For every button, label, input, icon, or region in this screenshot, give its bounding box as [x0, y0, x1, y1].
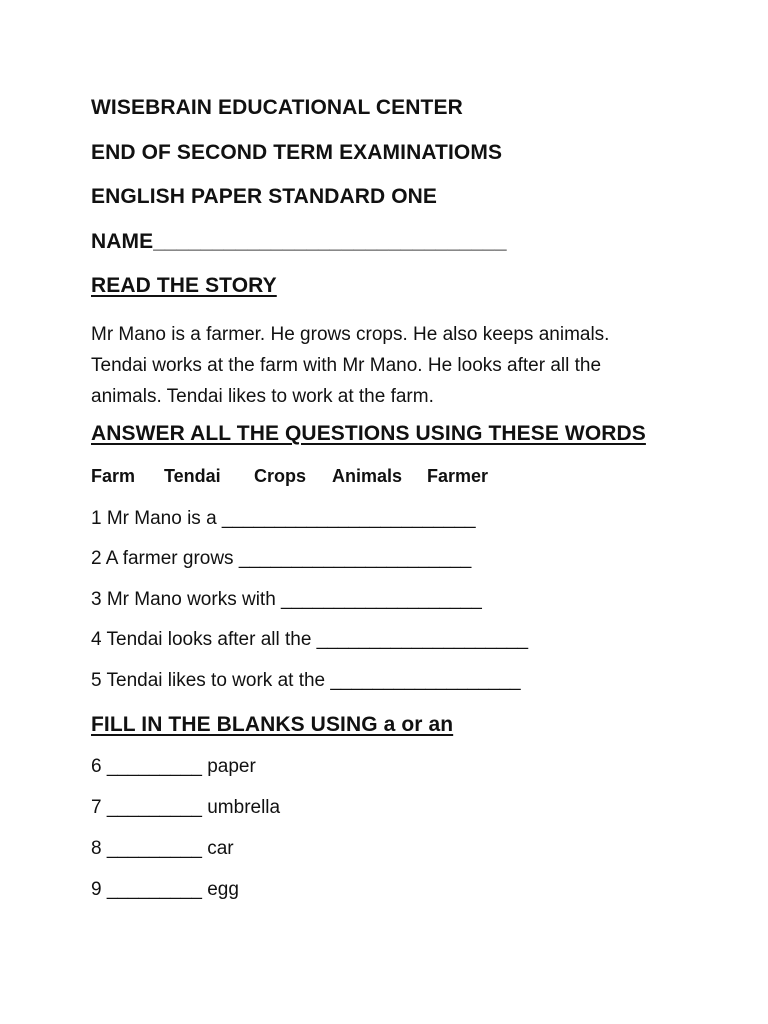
school-name: WISEBRAIN EDUCATIONAL CENTER: [91, 96, 463, 119]
question-5: 5 Tendai likes to work at the __________________: [91, 670, 521, 691]
story-line: animals. Tendai likes to work at the farm.: [91, 386, 434, 407]
exam-title: END OF SECOND TERM EXAMINATIOMS: [91, 141, 503, 164]
paper-title: ENGLISH PAPER STANDARD ONE: [91, 185, 438, 208]
section1-heading: ANSWER ALL THE QUESTIONS USING THESE WORDS: [91, 422, 646, 445]
question-9: 9 _________ egg: [91, 879, 239, 900]
story-line: Tendai works at the farm with Mr Mano. He looks after all the: [91, 355, 602, 376]
word-bank-item: Crops: [254, 466, 307, 486]
word-bank-item: Tendai: [164, 466, 221, 486]
word-bank: [91, 466, 488, 487]
question-8: 8 _________ car: [91, 838, 234, 859]
question-3: 3 Mr Mano works with ___________________: [91, 589, 482, 610]
question-4: 4 Tendai looks after all the ____________________: [91, 629, 529, 650]
question-7: 7 _________ umbrella: [91, 797, 281, 818]
word-bank-item: Farm: [91, 466, 136, 486]
word-bank-item: Farmer: [427, 466, 489, 486]
question-6: 6 _________ paper: [91, 756, 256, 777]
story-line: Mr Mano is a farmer. He grows crops. He also keeps animals.: [91, 324, 610, 345]
story-heading: READ THE STORY: [91, 274, 277, 297]
word-bank-item: Animals: [332, 466, 403, 486]
story-text: [91, 319, 609, 412]
name-line: NAME______________________________: [91, 230, 507, 253]
section2-heading: FILL IN THE BLANKS USING a or an: [91, 713, 454, 736]
question-1: 1 Mr Mano is a ________________________: [91, 508, 476, 529]
question-2: 2 A farmer grows ______________________: [91, 548, 472, 569]
